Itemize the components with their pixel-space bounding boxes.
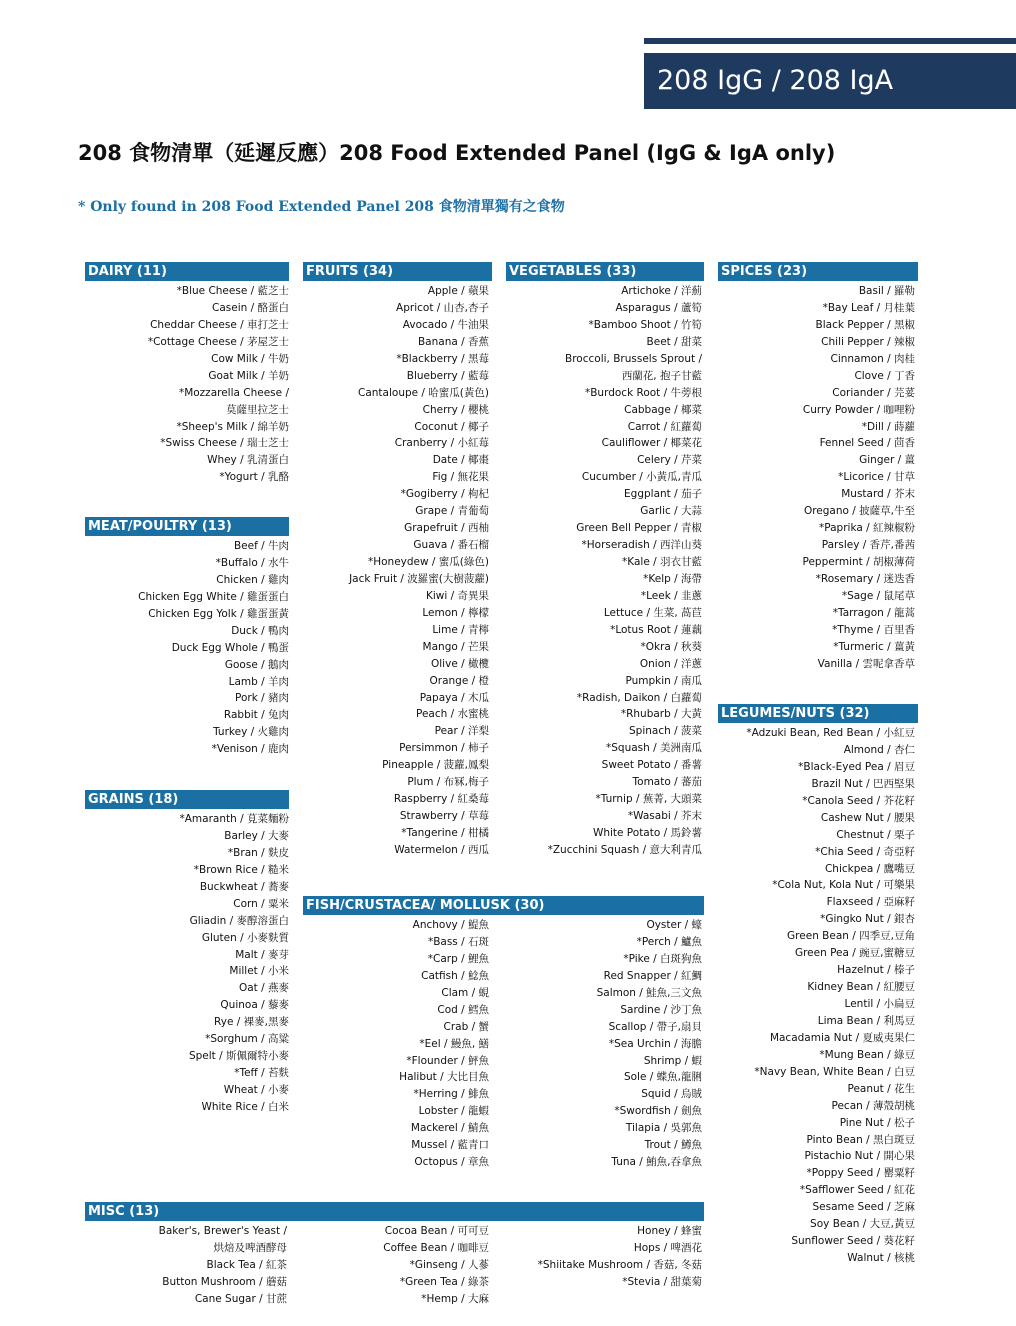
food-item: Olive / 橄欖 (431, 657, 489, 670)
food-item: Green Pea / 豌豆,蜜糖豆 (794, 947, 915, 960)
food-item: Black Pepper / 黑椒 (815, 318, 915, 331)
food-item: *Carp / 鯉魚 (427, 952, 489, 965)
food-item: Eggplant / 茄子 (624, 488, 702, 501)
food-item: Grapefruit / 西柚 (404, 522, 489, 535)
food-item: Pumpkin / 南瓜 (625, 674, 702, 687)
food-item: Persimmon / 柿子 (399, 742, 489, 755)
food-item: Grape / 青葡萄 (415, 505, 489, 518)
food-item: Chickpea / 鷹嘴豆 (824, 862, 915, 875)
food-item: *Poppy Seed / 罌粟籽 (806, 1167, 915, 1180)
food-item: Lettuce / 生菜, 萵苣 (603, 606, 702, 619)
food-item: Duck / 鴨肉 (231, 624, 289, 637)
food-item: Millet / 小米 (229, 965, 289, 978)
food-item: *Thyme / 百里香 (832, 623, 915, 636)
food-item: Clove / 丁香 (854, 369, 915, 382)
section-title: LEGUMES/NUTS (32) (718, 704, 918, 723)
food-item: Red Snapper / 紅鯛 (603, 969, 702, 982)
food-item: Chili Pepper / 辣椒 (821, 335, 915, 348)
food-item: Papaya / 木瓜 (419, 691, 489, 704)
food-item: *Zucchini Squash / 意大利青瓜 (547, 843, 702, 856)
food-item: Chestnut / 栗子 (836, 828, 915, 841)
food-item: *Turmeric / 薑黃 (833, 640, 915, 653)
food-item: Spelt / 斯佩爾特小麥 (188, 1050, 289, 1063)
food-list (718, 725, 915, 1267)
section-fruits (303, 262, 492, 859)
food-list (718, 283, 915, 673)
food-item: Whey / 乳清蛋白 (207, 454, 289, 467)
food-item: Green Bean / 四季豆,豆角 (787, 930, 915, 943)
food-item: Sesame Seed / 芝麻 (812, 1201, 915, 1214)
food-item: Hazelnut / 榛子 (837, 964, 915, 977)
food-item: Watermelon / 西瓜 (394, 843, 489, 856)
food-item: *Squash / 美洲南瓜 (605, 742, 702, 755)
food-item: Pinto Bean / 黑白斑豆 (806, 1133, 915, 1146)
food-item: Mango / 芒果 (422, 640, 489, 653)
food-item: Apricot / 山杏,杏子 (396, 301, 489, 314)
food-item: Pistachio Nut / 開心果 (804, 1150, 915, 1163)
food-item: Oregano / 披薩草,牛至 (803, 505, 915, 518)
food-item: Plum / 布冧,梅子 (407, 776, 489, 789)
food-item: Mussel / 藍青口 (411, 1139, 489, 1152)
food-item: *Chia Seed / 奇亞籽 (815, 845, 915, 858)
section-title: MEAT/POULTRY (13) (85, 517, 289, 536)
food-item: *Amaranth / 莧菜麵粉 (179, 813, 289, 825)
food-item: Tomato / 蕃茄 (632, 776, 702, 789)
food-item: *Buffalo / 水牛 (215, 556, 289, 569)
food-item: Sardine / 沙丁魚 (620, 1003, 702, 1016)
food-item: Hops / 啤酒花 (633, 1241, 702, 1254)
food-item: *Hemp / 大麻 (421, 1292, 489, 1305)
food-item: Coriander / 芫荽 (832, 386, 915, 399)
food-item: Rye / 裸麥,黑麥 (214, 1016, 289, 1029)
food-item: Octopus / 章魚 (414, 1156, 489, 1169)
food-item: *Blackberry / 黑莓 (396, 352, 489, 365)
food-item: Cinnamon / 肉桂 (830, 352, 915, 365)
food-item: Chicken / 雞肉 (216, 573, 289, 586)
food-item: Quinoa / 藜麥 (220, 999, 289, 1012)
food-item: Brazil Nut / 巴西堅果 (811, 777, 915, 790)
food-item: *Sorghum / 高粱 (205, 1033, 289, 1046)
food-item: Curry Powder / 咖哩粉 (802, 403, 915, 416)
food-item: Flaxseed / 亞麻籽 (826, 896, 915, 909)
food-item: *Safflower Seed / 紅花 (799, 1184, 915, 1197)
food-item: Oyster / 蠔 (646, 919, 702, 931)
food-item: *Licorice / 甘草 (838, 471, 915, 484)
food-item: Carrot / 紅蘿蔔 (627, 420, 702, 433)
section-grains (85, 790, 289, 1116)
food-item: *Sheep's Milk / 綿羊奶 (176, 420, 289, 433)
food-item: Orange / 橙 (429, 674, 489, 687)
food-item: White Potato / 馬鈴薯 (592, 827, 702, 839)
food-item: *Cola Nut, Kola Nut / 可樂果 (772, 879, 915, 892)
food-item: *Dill / 蒔蘿 (861, 420, 915, 433)
food-list (85, 1223, 287, 1308)
food-item: Blueberry / 藍莓 (406, 369, 489, 382)
food-item: Rabbit / 兔肉 (223, 709, 289, 722)
food-item: Green Bell Pepper / 青椒 (576, 522, 702, 535)
food-list (506, 283, 702, 859)
food-item: Buckwheat / 蕎麥 (199, 880, 289, 893)
food-item: *Gogiberry / 枸杞 (400, 488, 489, 501)
food-item: Peanut / 花生 (847, 1082, 915, 1095)
food-item: Pineapple / 菠蘿,鳳梨 (382, 759, 489, 772)
food-item: Cod / 鱈魚 (437, 1003, 489, 1016)
food-item: *Sea Urchin / 海膽 (608, 1037, 702, 1050)
section-meat (85, 517, 289, 758)
food-item: White Rice / 白米 (201, 1100, 289, 1113)
food-list (506, 917, 702, 1171)
food-item: Shrimp / 蝦 (643, 1054, 702, 1067)
page-title: 208 食物清單（延遲反應）208 Food Extended Panel (IgG & IgA only) (78, 141, 836, 165)
food-item: *Tarragon / 龍蒿 (832, 606, 915, 619)
food-list (85, 811, 289, 1116)
food-item: *Green Tea / 綠茶 (399, 1275, 489, 1288)
food-item: Garlic / 大蒜 (640, 505, 702, 518)
food-item: Gluten / 小麥麩質 (201, 931, 289, 944)
food-item: *Bay Leaf / 月桂葉 (822, 301, 915, 314)
food-item: Squid / 烏賊 (641, 1088, 702, 1101)
food-item: Basil / 羅勒 (858, 285, 915, 297)
food-item: Pork / 豬肉 (235, 692, 289, 705)
food-item: Vanilla / 雲呢拿香草 (817, 657, 915, 670)
food-item: Spinach / 菠菜 (629, 725, 702, 738)
food-item: Tuna / 鮪魚,吞拿魚 (611, 1156, 702, 1169)
food-item: Cane Sugar / 甘蔗 (194, 1292, 287, 1305)
food-item: Chicken Egg Yolk / 雞蛋蛋黃 (148, 607, 289, 620)
food-item: *Paprika / 紅辣椒粉 (819, 522, 915, 535)
food-item: Wheat / 小麥 (223, 1084, 289, 1096)
food-item: Cocoa Bean / 可可豆 (384, 1225, 489, 1237)
food-item: Cheddar Cheese / 車打芝士 (150, 318, 289, 331)
food-item: Kidney Bean / 紅腰豆 (807, 981, 915, 994)
food-item: *Mung Bean / 綠豆 (819, 1048, 915, 1061)
food-item: Beet / 甜菜 (646, 335, 702, 348)
food-item: Pine Nut / 松子 (839, 1116, 915, 1129)
food-item: Celery / 芹菜 (637, 454, 702, 467)
food-item: *Sage / 鼠尾草 (841, 589, 915, 602)
food-item: *Brown Rice / 糙米 (193, 863, 289, 876)
food-item: Oat / 燕麥 (238, 982, 289, 995)
food-item: Malt / 麥芽 (235, 948, 289, 961)
food-item: *Leek / 韭蔥 (640, 589, 702, 602)
food-item: Coconut / 椰子 (414, 420, 489, 433)
food-item: *Flounder / 鮃魚 (406, 1054, 489, 1067)
food-item: *Bamboo Shoot / 竹筍 (588, 318, 702, 331)
section-title: SPICES (23) (718, 262, 918, 281)
food-item: Button Mushroom / 蘑菇 (162, 1275, 287, 1288)
food-item: *Bran / 麩皮 (227, 846, 289, 859)
food-item: Broccoli, Brussels Sprout / (565, 352, 702, 365)
food-item: Lime / 青檸 (432, 623, 489, 636)
food-item: Pecan / 薄殼胡桃 (831, 1099, 915, 1112)
food-item: *Rosemary / 迷迭香 (815, 572, 915, 585)
food-item: Jack Fruit / 波羅蜜(大樹菠蘿) (349, 572, 489, 585)
food-item: Walnut / 核桃 (847, 1252, 915, 1265)
food-item: Catfish / 鯰魚 (421, 969, 489, 982)
food-item: Parsley / 香芹,番茜 (821, 539, 915, 552)
food-item: *Honeydew / 蜜瓜(綠色) (367, 556, 489, 568)
food-item: *Canola Seed / 芥花籽 (802, 794, 915, 807)
food-item: Crab / 蟹 (443, 1020, 489, 1033)
section-legumes (718, 704, 918, 1267)
food-item: Mustard / 芥末 (841, 488, 915, 501)
food-item: Chicken Egg White / 雞蛋蛋白 (138, 590, 289, 603)
food-item: Onion / 洋蔥 (639, 657, 702, 670)
food-item: *Kelp / 海帶 (643, 572, 702, 585)
food-item: Avocado / 牛油果 (402, 318, 489, 331)
food-item: *Blue Cheese / 藍芝士 (176, 285, 289, 297)
food-item: Banana / 香蕉 (417, 335, 489, 348)
food-item: *Okra / 秋葵 (640, 640, 702, 653)
section-title: FISH/CRUSTACEA/ MOLLUSK (30) (303, 896, 704, 915)
food-item: *Lotus Root / 蓮藕 (610, 623, 702, 636)
food-item: Fig / 無花果 (432, 471, 489, 484)
food-item: Macadamia Nut / 夏威夷果仁 (769, 1031, 915, 1044)
food-item: Raspberry / 紅桑莓 (393, 793, 489, 806)
food-item: *Stevia / 甜葉菊 (622, 1275, 702, 1288)
food-item: Goat Milk / 羊奶 (208, 369, 289, 382)
food-item: *Kale / 羽衣甘藍 (622, 556, 702, 568)
food-item: *Gingko Nut / 銀杏 (820, 913, 915, 926)
section-dairy (85, 262, 289, 486)
food-item: *Tangerine / 柑橘 (401, 827, 489, 839)
food-item: Peach / 水蜜桃 (416, 708, 489, 721)
food-item: *Radish, Daikon / 白蘿蔔 (576, 691, 702, 704)
food-list (303, 283, 489, 859)
section-spices (718, 262, 918, 673)
food-item: *Ginseng / 人蔘 (409, 1258, 489, 1271)
food-list (506, 1223, 702, 1291)
food-item: Lobster / 龍蝦 (418, 1105, 489, 1118)
food-item: Lima Bean / 利馬豆 (817, 1014, 915, 1027)
header-rule (644, 38, 1016, 44)
food-item: *Turnip / 蕪菁, 大頭菜 (595, 793, 702, 806)
food-item: Casein / 酪蛋白 (212, 301, 289, 314)
food-item: *Bass / 石斑 (427, 935, 489, 948)
food-list (303, 1223, 489, 1308)
food-item: *Eel / 鰻魚, 鱔 (419, 1037, 489, 1050)
food-item: Sweet Potato / 番薯 (601, 759, 702, 772)
food-item: Date / 椰棗 (432, 454, 489, 467)
food-item: 莫薩里拉芝士 (226, 403, 289, 416)
food-item: *Rhubarb / 大黃 (620, 708, 702, 721)
food-item: Cauliflower / 椰菜花 (601, 437, 702, 450)
food-item: Asparagus / 蘆筍 (615, 301, 702, 314)
food-list (85, 283, 289, 486)
food-item: 西蘭花, 抱子甘藍 (621, 369, 702, 382)
food-item: Cow Milk / 牛奶 (211, 352, 289, 365)
section-title: VEGETABLES (33) (506, 262, 704, 281)
food-item: Honey / 蜂蜜 (637, 1225, 702, 1237)
food-item: 烘焙及啤酒酵母 (213, 1241, 287, 1254)
food-item: *Shiitake Mushroom / 香菇, 冬菇 (537, 1258, 702, 1271)
food-item: Duck Egg Whole / 鴨蛋 (171, 641, 289, 654)
food-item: Coffee Bean / 咖啡豆 (383, 1241, 489, 1254)
food-item: Strawberry / 草莓 (399, 810, 489, 823)
food-item: Cranberry / 小紅莓 (394, 437, 489, 450)
food-item: Baker's, Brewer's Yeast / (158, 1225, 287, 1237)
section-title: FRUITS (34) (303, 262, 492, 281)
food-list (303, 917, 489, 1171)
food-item: Ginger / 薑 (859, 454, 915, 467)
section-title: DAIRY (11) (85, 262, 289, 281)
food-item: Lentil / 小扁豆 (844, 998, 915, 1010)
food-item: Scallop / 帶子,扇貝 (608, 1020, 702, 1033)
food-item: *Teff / 苔麩 (234, 1067, 289, 1080)
food-item: Clam / 蜆 (441, 986, 489, 999)
food-item: Black Tea / 紅茶 (206, 1258, 287, 1271)
food-item: Barley / 大麥 (224, 829, 289, 842)
food-item: *Horseradish / 西洋山葵 (581, 539, 702, 552)
food-item: Peppermint / 胡椒薄荷 (802, 556, 915, 568)
food-item: Cucumber / 小黃瓜,青瓜 (581, 471, 702, 484)
food-item: Lamb / 羊肉 (228, 675, 289, 688)
section-misc (85, 1202, 704, 1305)
food-item: Soy Bean / 大豆,黃豆 (810, 1218, 915, 1231)
section-title: GRAINS (18) (85, 790, 289, 809)
food-item: Corn / 粟米 (233, 897, 289, 910)
food-item: *Swordfish / 劍魚 (614, 1105, 702, 1118)
section-title: MISC (13) (85, 1202, 704, 1221)
food-item: Fennel Seed / 茴香 (819, 437, 915, 450)
section-fish (303, 896, 704, 1169)
food-item: Salmon / 鮭魚,三文魚 (596, 986, 702, 999)
food-item: *Mozzarella Cheese / (178, 386, 289, 399)
food-item: *Swiss Cheese / 瑞士芝士 (160, 437, 289, 450)
food-item: *Venison / 鹿肉 (211, 743, 289, 756)
food-item: Cashew Nut / 腰果 (820, 811, 915, 824)
food-item: Artichoke / 洋薊 (621, 285, 702, 297)
food-item: *Black-Eyed Pea / 眉豆 (798, 760, 915, 773)
food-item: *Perch / 鱸魚 (636, 935, 702, 948)
food-item: Anchovy / 鯷魚 (412, 919, 489, 931)
food-item: Sunflower Seed / 葵花籽 (791, 1235, 915, 1248)
food-item: *Wasabi / 芥末 (627, 810, 702, 823)
panel-badge: 208 IgG / 208 IgA (644, 53, 1016, 109)
food-item: Mackerel / 鯖魚 (410, 1122, 489, 1135)
food-item: *Adzuki Bean, Red Bean / 小紅豆 (746, 727, 915, 739)
food-item: Guava / 番石榴 (413, 539, 489, 552)
food-item: Turkey / 火雞肉 (213, 726, 289, 739)
food-item: Kiwi / 奇異果 (425, 589, 489, 602)
food-item: Cabbage / 椰菜 (624, 403, 702, 416)
food-item: *Herring / 鯡魚 (413, 1088, 489, 1101)
food-item: Beef / 牛肉 (233, 540, 289, 552)
food-item: Sole / 蝶魚,龍脷 (623, 1071, 702, 1084)
food-item: Lemon / 檸檬 (422, 606, 489, 619)
food-list (85, 538, 289, 758)
food-item: *Pike / 白斑狗魚 (623, 952, 702, 965)
food-item: Apple / 蘋果 (427, 285, 489, 297)
panel-note: * Only found in 208 Food Extended Panel 208 食物清單獨有之食物 (78, 199, 565, 215)
food-item: *Burdock Root / 牛蒡根 (584, 386, 702, 399)
food-item: Halibut / 大比目魚 (399, 1071, 489, 1084)
section-vegetables (506, 262, 704, 859)
food-item: Almond / 杏仁 (843, 743, 915, 756)
food-item: Gliadin / 麥醇溶蛋白 (189, 914, 289, 927)
food-item: *Cottage Cheese / 茅屋芝士 (147, 335, 289, 348)
food-item: Cantaloupe / 哈蜜瓜(黃色) (358, 386, 489, 399)
food-item: *Yogurt / 乳酪 (219, 471, 289, 484)
food-item: Pear / 洋梨 (434, 725, 489, 738)
food-item: *Navy Bean, White Bean / 白豆 (754, 1065, 915, 1078)
food-item: Goose / 鵝肉 (224, 658, 289, 671)
food-item: Tilapia / 吳郭魚 (625, 1122, 702, 1135)
food-item: Trout / 鱒魚 (644, 1139, 702, 1152)
food-item: Cherry / 櫻桃 (422, 403, 489, 416)
